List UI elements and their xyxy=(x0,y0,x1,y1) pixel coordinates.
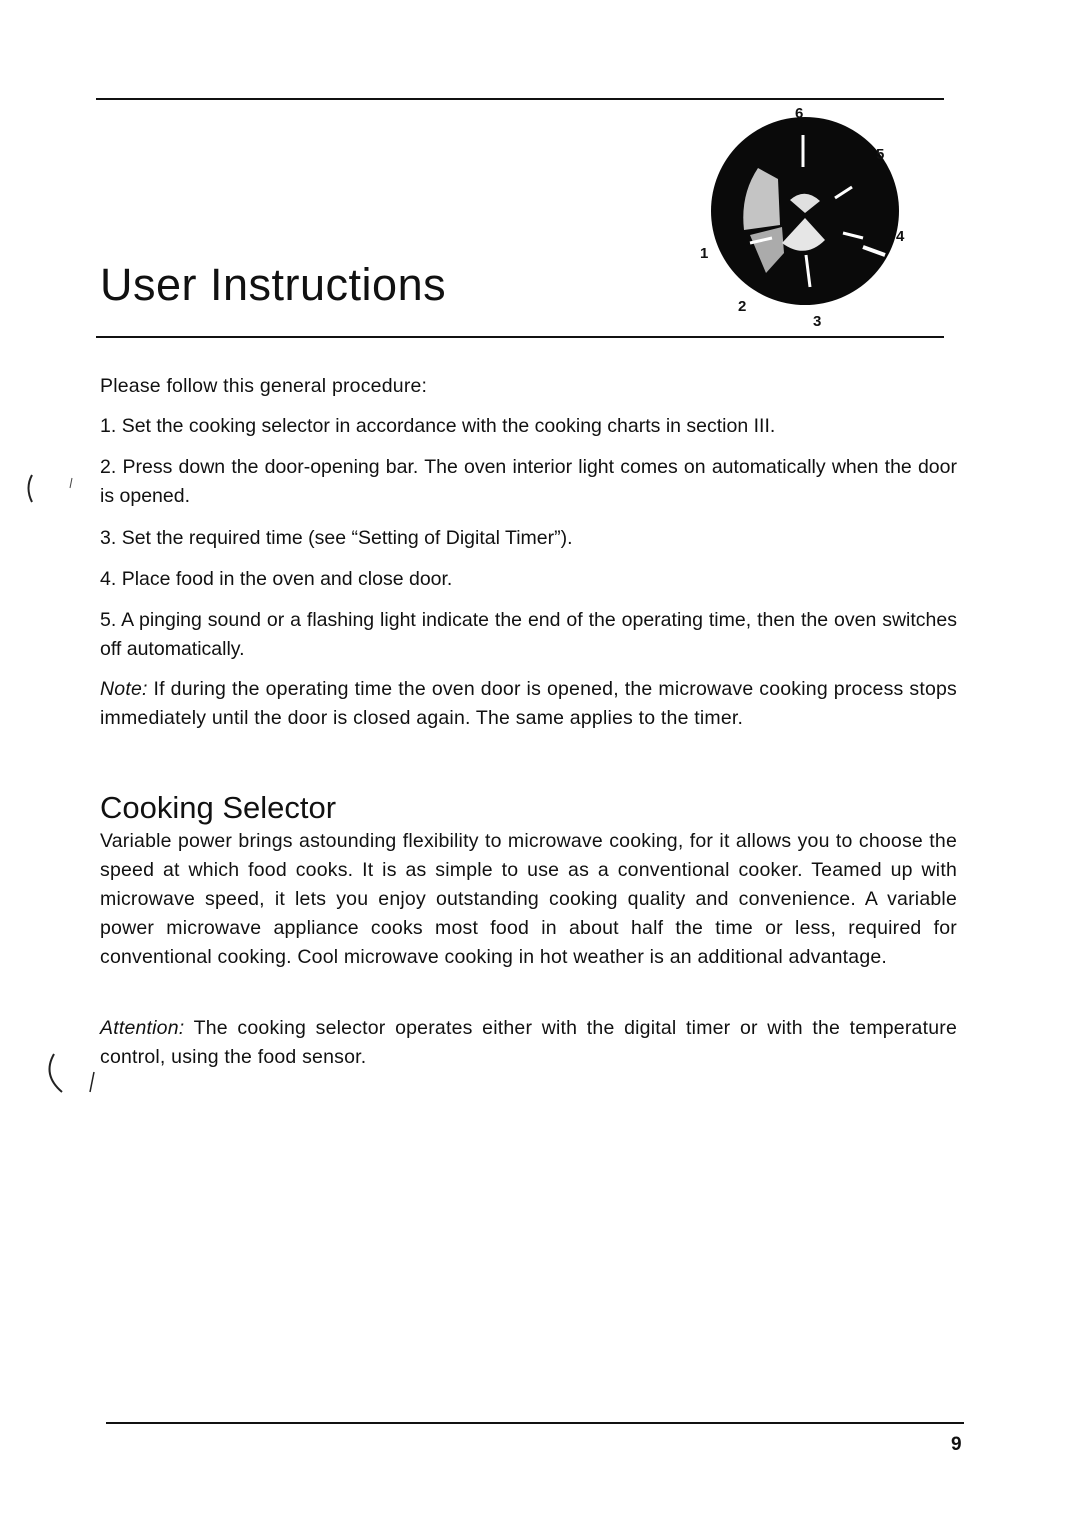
step-text: Press down the door-opening bar. The oven interior light comes on automatically when the door is opened. xyxy=(100,456,957,507)
dial-label-6: 6 xyxy=(795,105,804,122)
step-number: 2. xyxy=(100,456,117,478)
procedure-step-4 xyxy=(100,565,957,594)
dial-label-3: 3 xyxy=(813,313,822,330)
cooking-selector-dial-illustration xyxy=(700,95,960,345)
procedure-step-5 xyxy=(100,606,957,664)
procedure-step-2 xyxy=(100,453,957,511)
step-text: A pinging sound or a flashing light indicate the end of the operating time, then the oven switches off automatically. xyxy=(100,609,957,660)
page-number: 9 xyxy=(951,1434,962,1455)
procedure-intro: Please follow this general procedure: xyxy=(100,375,428,397)
attention-label: Attention: xyxy=(100,1017,185,1039)
note-label: Note: xyxy=(100,678,148,700)
step-number: 3. xyxy=(100,527,117,549)
binder-hole-mark-upper xyxy=(20,470,80,520)
procedure-step-1 xyxy=(100,412,957,441)
step-number: 5. xyxy=(100,609,117,631)
dial-label-5: 5 xyxy=(876,146,885,163)
step-number: 1. xyxy=(100,415,117,437)
binder-hole-mark-lower xyxy=(40,1050,110,1110)
step-number: 4. xyxy=(100,568,117,590)
step-text: Set the cooking selector in accordance with the cooking charts in section III. xyxy=(121,415,776,437)
footer-rule xyxy=(106,1422,964,1424)
attention-text: The cooking selector operates either with the digital timer or with the temperature control, using the food sensor. xyxy=(100,1017,957,1068)
dial-label-1: 1 xyxy=(700,245,709,262)
procedure-note xyxy=(100,675,957,733)
cooking-selector-heading: Cooking Selector xyxy=(100,790,337,825)
step-text: Place food in the oven and close door. xyxy=(121,568,453,590)
page-title: User Instructions xyxy=(100,259,447,310)
cooking-selector-paragraph: Variable power brings astounding flexibility to microwave cooking, for it allows you to choose the speed at which food cooks. It is as simple to use as a conventional cooker. Teamed up with microwave speed, it lets you enjoy outstanding cooking quality and convenience. A variable power microwave appliance cooks most food in about half the time or less, required for conventional cooking. Cool microwave cooking in hot weather is an additional advantage. xyxy=(100,830,957,968)
procedure-step-3 xyxy=(100,524,957,553)
cooking-selector-attention xyxy=(100,1014,957,1072)
note-text: If during the operating time the oven door is opened, the microwave cooking process stops immediately until the door is closed again. The same applies to the timer. xyxy=(100,678,957,729)
step-text: Set the required time (see “Setting of Digital Timer”). xyxy=(121,527,573,549)
dial-label-4: 4 xyxy=(896,228,905,245)
dial-label-2: 2 xyxy=(738,298,747,315)
